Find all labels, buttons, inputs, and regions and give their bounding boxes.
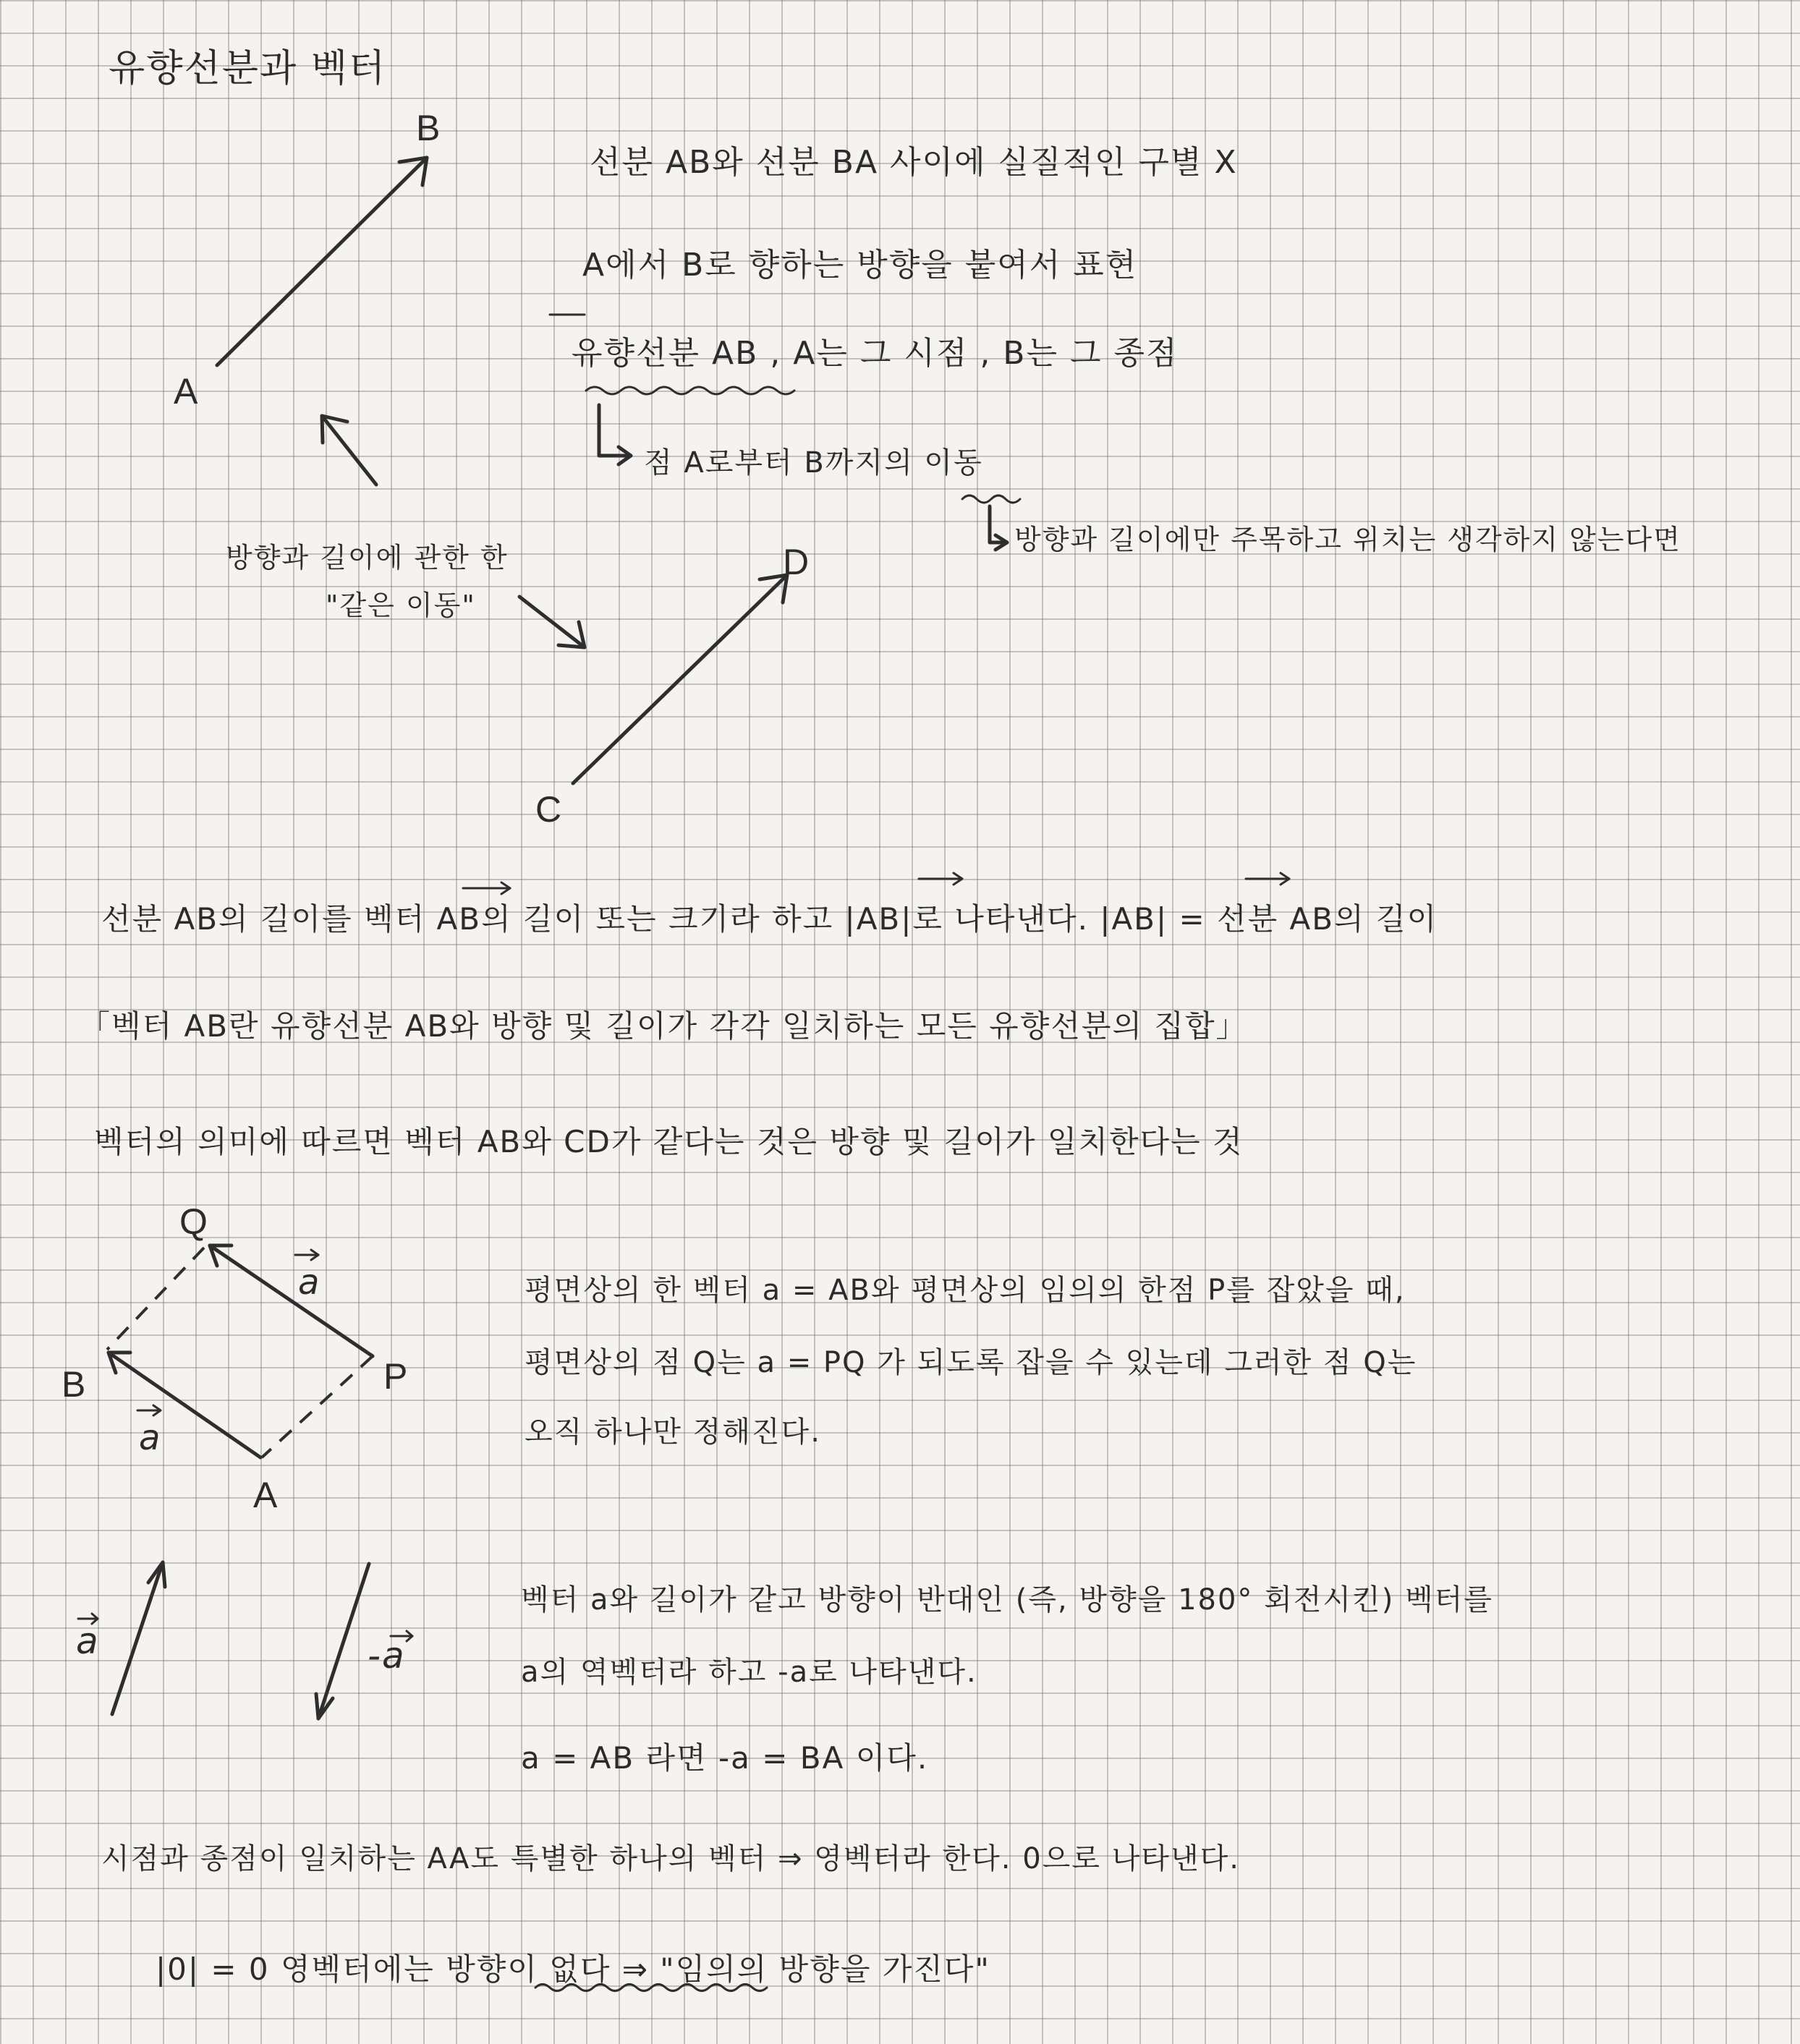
vector-label-neg-a: -a — [368, 1635, 406, 1677]
figure-note-line1: 방향과 길이에 관한 한 — [226, 542, 509, 574]
paragraph2-line1: 평면상의 한 벡터 a = AB와 평면상의 임의의 한점 P를 잡았을 때, — [525, 1274, 1406, 1307]
paragraph3-line3: a = AB 라면 -a = BA 이다. — [521, 1740, 929, 1776]
statement-vector-equality: 벡터의 의미에 따르면 벡터 AB와 CD가 같다는 것은 방향 및 길이가 일치한다는 것 — [94, 1124, 1244, 1159]
vector-label-a-bottom: a — [139, 1418, 162, 1458]
paragraph4-line1: 시점과 종점이 일치하는 AA도 특별한 하나의 벡터 ⇒ 영벡터라 한다. 0으로 나타낸다. — [101, 1842, 1240, 1875]
paragraph2-line2: 평면상의 점 Q는 a = PQ 가 되도록 잡을 수 있는데 그러한 점 Q는 — [525, 1346, 1417, 1379]
point-label-a2: A — [253, 1475, 279, 1515]
point-label-q: Q — [179, 1201, 209, 1242]
page-title: 유향선분과 벡터 — [109, 47, 387, 90]
point-label-p: P — [383, 1356, 409, 1397]
point-label-c: C — [535, 789, 564, 830]
vector-label-a: a — [76, 1620, 100, 1662]
paragraph3-line1: 벡터 a와 길이가 같고 방향이 반대인 (즉, 방향을 180° 회전시킨) 벡터를 — [521, 1583, 1493, 1617]
note-line-2: A에서 B로 향하는 방향을 붙여서 표현 — [582, 247, 1138, 284]
statement-vector-length: 선분 AB의 길이를 벡터 AB의 길이 또는 크기라 하고 |AB|로 나타낸다. |AB| = 선분 AB의 길이 — [101, 901, 1438, 937]
statement-vector-definition: 「벡터 AB란 유향선분 AB와 방향 및 길이가 각각 일치하는 모든 유향선분의 집합」 — [80, 1008, 1248, 1044]
paragraph3-line2: a의 역벡터라 하고 -a로 나타낸다. — [521, 1656, 977, 1689]
note-line-1: 선분 AB와 선분 BA 사이에 실질적인 구별 X — [590, 144, 1238, 181]
point-label-b2: B — [61, 1364, 88, 1405]
point-label-b: B — [416, 108, 442, 148]
paragraph4-line2: |0| = 0 영벡터에는 방향이 없다 ⇒ "임의의 방향을 가진다" — [156, 1951, 990, 1987]
point-label-d: D — [783, 542, 811, 582]
note-line-4: 점 A로부터 B까지의 이동 — [644, 446, 983, 480]
note-line-5: 방향과 길이에만 주목하고 위치는 생각하지 않는다면 — [1014, 524, 1681, 555]
vector-label-a-top: a — [298, 1262, 321, 1303]
paragraph2-line3: 오직 하나만 정해진다. — [525, 1415, 821, 1449]
figure-note-line2: "같은 이동" — [326, 589, 476, 621]
note-line-3: 유향선분 AB , A는 그 시점 , B는 그 종점 — [572, 335, 1179, 372]
point-label-a: A — [174, 371, 200, 412]
